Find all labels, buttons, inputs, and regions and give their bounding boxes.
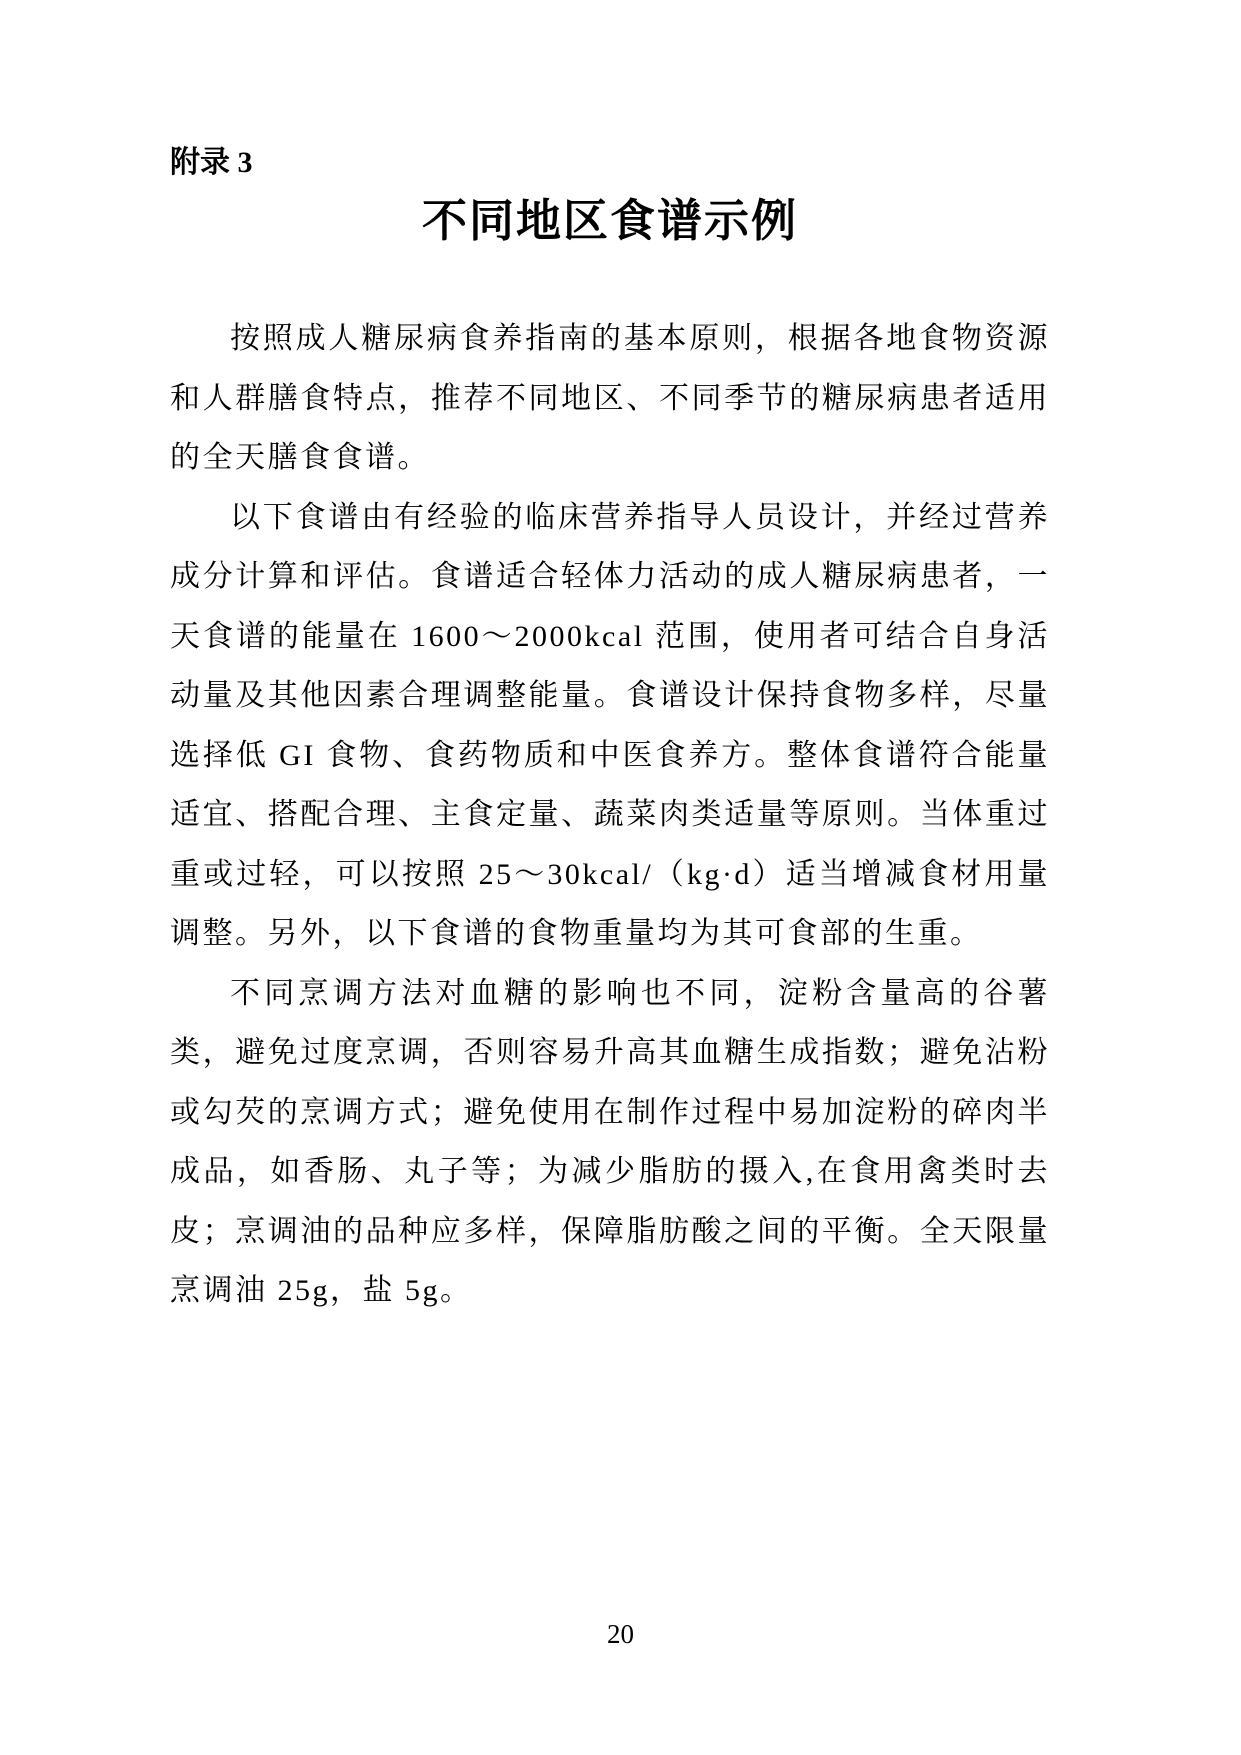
page-number: 20 xyxy=(607,1619,634,1649)
page-title: 不同地区食谱示例 xyxy=(421,196,798,246)
body-paragraph-1: 按照成人糖尿病食养指南的基本原则，根据各地食物资源和人群膳食特点，推荐不同地区、不同季节的糖尿病患者适用的全天膳食食谱。 xyxy=(170,322,1050,474)
body-paragraph-2: 以下食谱由有经验的临床营养指导人员设计，并经过营养成分计算和评估。食谱适合轻体力活动的成人糖尿病患者，一天食谱的能量在 1600～2000kcal 范围，使用者可结合自身活动量及其他因素合理调整能量。食谱设计保持食物多样，尽量选择低 GI 食物、食药物质和中医食养方。整体食谱符合能量适宜、搭配合理、主食定量、蔬菜肉类适量等原则。当体重过重或过轻，可以按照 25～30kcal/（kg·d）适当增减食材用量调整。另外，以下食谱的食物重量均为其可食部的生重。 xyxy=(170,500,1050,950)
document-body xyxy=(170,309,1050,1321)
body-paragraph-3: 不同烹调方法对血糖的影响也不同，淀粉含量高的谷薯类，避免过度烹调，否则容易升高其血糖生成指数；避免沾粉或勾芡的烹调方式；避免使用在制作过程中易加淀粉的碎肉半成品，如香肠、丸子等；为减少脂肪的摄入,在食用禽类时去皮；烹调油的品种应多样，保障脂肪酸之间的平衡。全天限量烹调油 25g，盐 5g。 xyxy=(170,976,1050,1307)
appendix-label: 附录 3 xyxy=(170,146,253,179)
